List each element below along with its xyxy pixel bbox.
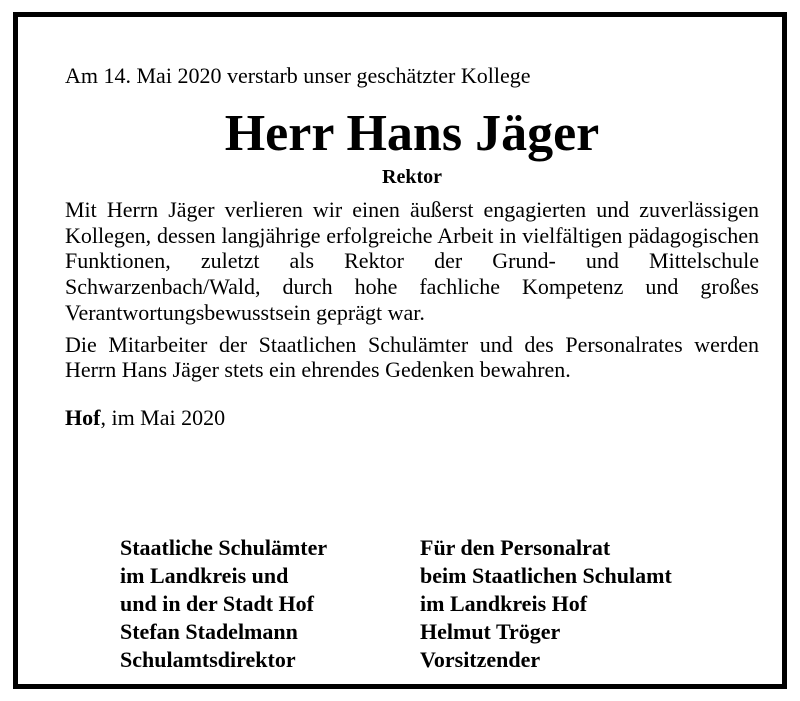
signature-line: und in der Stadt Hof <box>120 591 314 616</box>
deceased-role: Rektor <box>382 166 442 188</box>
signature-line: Helmut Tröger <box>420 619 561 644</box>
signature-line: im Landkreis und <box>120 563 289 588</box>
signature-block-staff-council <box>420 534 672 674</box>
signature-line: Stefan Stadelmann <box>120 619 298 644</box>
intro-text: Am 14. Mai 2020 verstarb unser geschätzter Kollege <box>65 63 531 88</box>
tribute-paragraph: Mit Herrn Jäger verlieren wir einen äußerst engagierten und zuverlässigen Kollegen, dessen langjährige erfolgreiche Arbeit in vielfältigen pädagogischen Funktionen, zuletzt als Rektor der Grund- und Mittelschule Schwarzenbach/Wald, durch hohe fachliche Kompetenz und großes Verantwortungsbewusstsein geprägt war. <box>65 197 759 325</box>
place-name: Hof <box>65 404 101 430</box>
signature-block-school-office <box>120 534 327 674</box>
deceased-name: Herr Hans Jäger <box>224 105 600 162</box>
remembrance-paragraph: Die Mitarbeiter der Staatlichen Schulämter und des Personalrates werden Herrn Hans Jäger stets ein ehrendes Gedenken bewahren. <box>65 331 759 383</box>
signature-line: Staatliche Schulämter <box>120 535 328 560</box>
signature-line: im Landkreis Hof <box>420 591 588 616</box>
notice-content <box>65 62 759 672</box>
signature-line: beim Staatlichen Schulamt <box>420 563 672 588</box>
place-date <box>65 404 759 431</box>
signature-line: Vorsitzender <box>420 647 541 672</box>
signature-line: Für den Personalrat <box>420 535 611 560</box>
notice-frame <box>13 12 787 689</box>
signature-line: Schulamtsdirektor <box>120 647 296 672</box>
date-text: , im Mai 2020 <box>100 404 226 430</box>
